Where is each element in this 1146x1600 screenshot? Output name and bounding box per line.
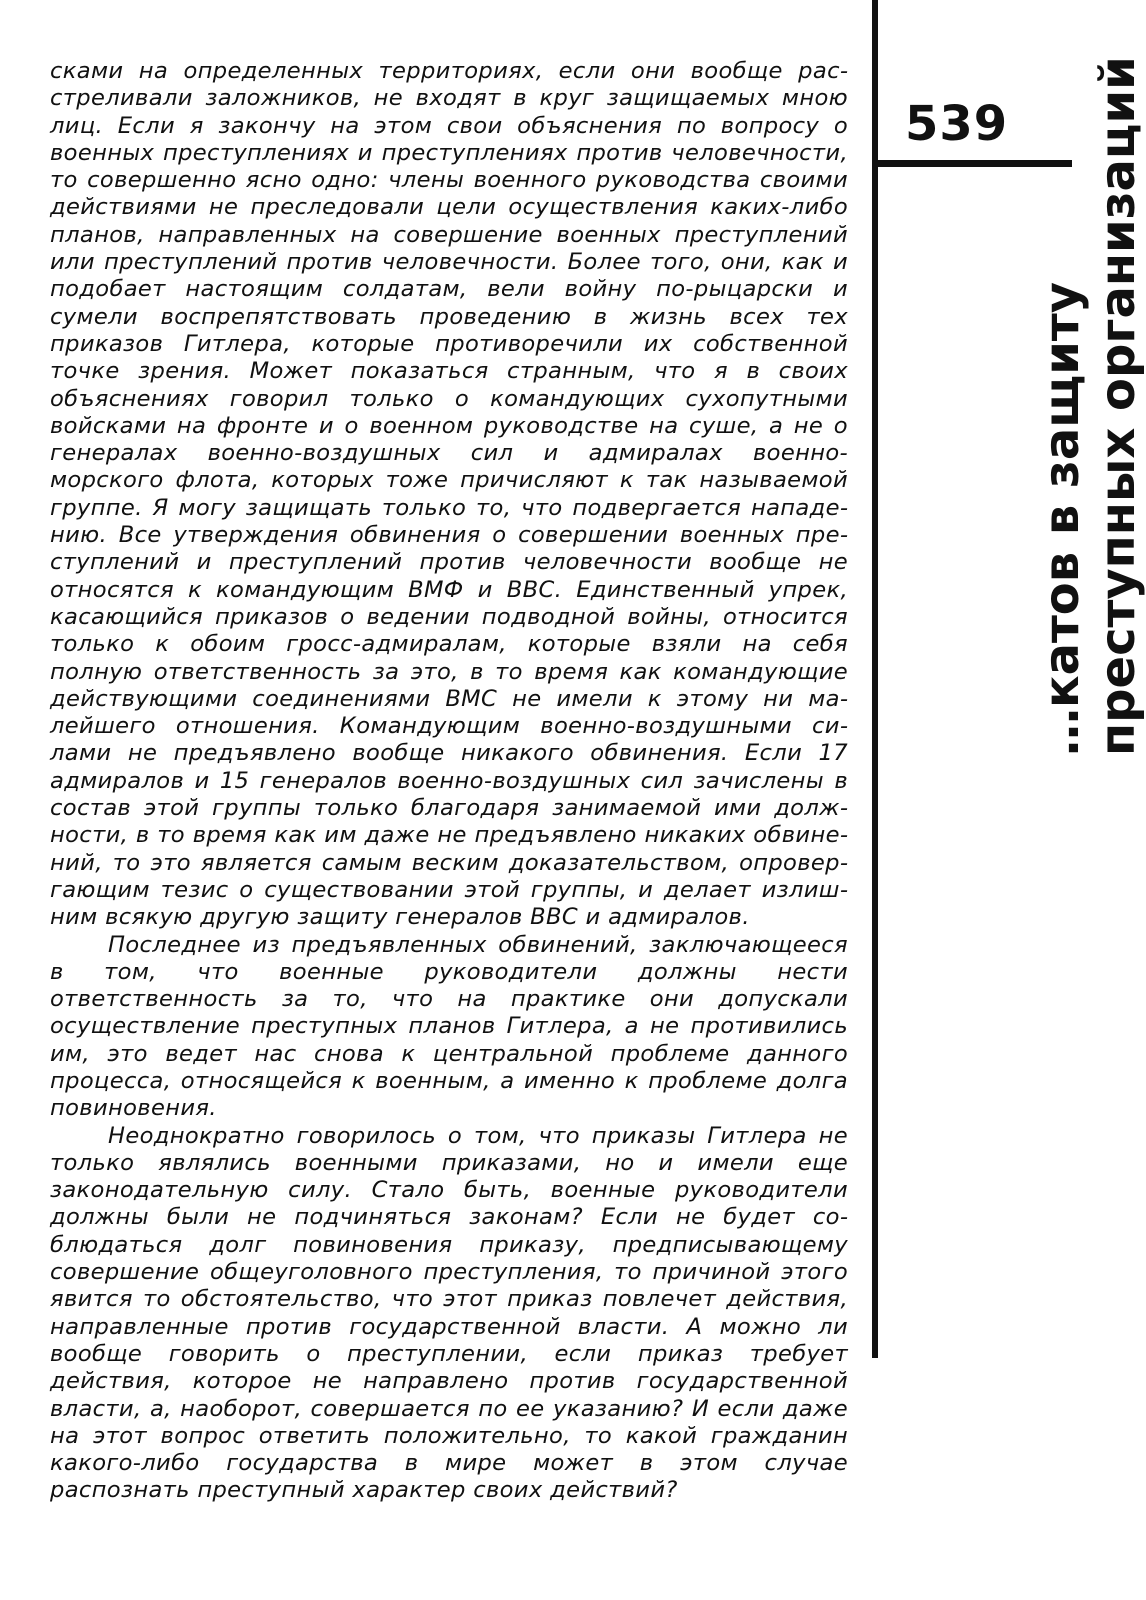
paragraph-1: сками на определенных территориях, если они вообще расстреливали заложников, не входят в круг защищаемых мною лиц. Если я закончу на этом свои объяснения по вопросу о военных преступлениях и преступлениях против человечности, то совершенно ясно одно: члены военного руководства своими действиями не преследовали цели осуществления каких-либо планов, направленных на совершение военных преступлений или преступлений против человечности. Более того, они, как и подобает настоящим солдатам, вели войну по-рыцарски и сумели воспрепятствовать проведению в жизнь всех тех приказов Гитлера, которые противоречили их собственной точке зрения. Может показаться странным, что я в своих объяснениях говорил только о командующих сухопутными войсками на фронте и о военном руководстве на суше, а не о генералах военно-воздушных сил и адмиралах военно-морского флота, которых тоже причисляют к так называемой группе. Я могу защищать только то, что подвергается нападению. Все утверждения обвинения о совершении военных преступлений и преступлений против человечности вообще не относятся к командующим ВМФ и ВВС. Единственный упрек, касающийся приказов о ведении подводной войны, относится только к обоим гросс-адмиралам, которые взяли на себя полную ответственность за это, в то время как командующие действующими соединениями ВМС не имели к этому ни малейшего отношения. Командующим военно-воздушными силами не предъявлено вообще никакого обвинения. Если 17 адмиралов и 15 генералов военно-воздушных сил зачислены в состав этой группы только благодаря занимаемой ими должности, в то время как им даже не предъявлено никаких обвинений, то это является самым веским доказательством, опровергающим тезис о существовании этой группы, и делает излишним всякую другую защиту генералов ВВС и адмиралов.: [50, 58, 848, 931]
page-number: 539: [905, 96, 1009, 152]
paragraph-2: Последнее из предъявленных обвинений, заключающееся в том, что военные руководители должны нести ответственность за то, что на практике они допускали осуществление преступных планов Гитлера, а не противились им, это ведет нас снова к центральной проблеме данного процесса, относящейся к военным, а именно к проблеме долга повиновения.: [50, 931, 848, 1122]
body-text: [50, 58, 848, 1505]
running-head-line-2: преступных организаций: [1090, 56, 1146, 756]
margin-vertical-rule: [872, 0, 878, 1358]
paragraph-3: Неоднократно говорилось о том, что приказы Гитлера не только являлись военными приказами, но и имели еще законодательную силу. Стало быть, военные руководители должны были не подчиняться законам? Если не будет соблюдаться долг повиновения приказу, предписывающему совершение общеуголовного преступления, то причиной этого явится то обстоятельство, что этот приказ повлечет действия, направленные против государственной власти. А можно ли вообще говорить о преступлении, если приказ требует действия, которое не направлено против государственной власти, а, наоборот, совершается по ее указанию? И если даже на этот вопрос ответить положительно, то какой гражданин какого-либо государства в мире может в этом случае распознать преступный характер своих действий?: [50, 1122, 848, 1504]
page-number-underline: [878, 160, 1072, 167]
running-head-line-1: …катов в защиту: [1034, 281, 1090, 756]
running-head: [1034, 56, 1146, 756]
